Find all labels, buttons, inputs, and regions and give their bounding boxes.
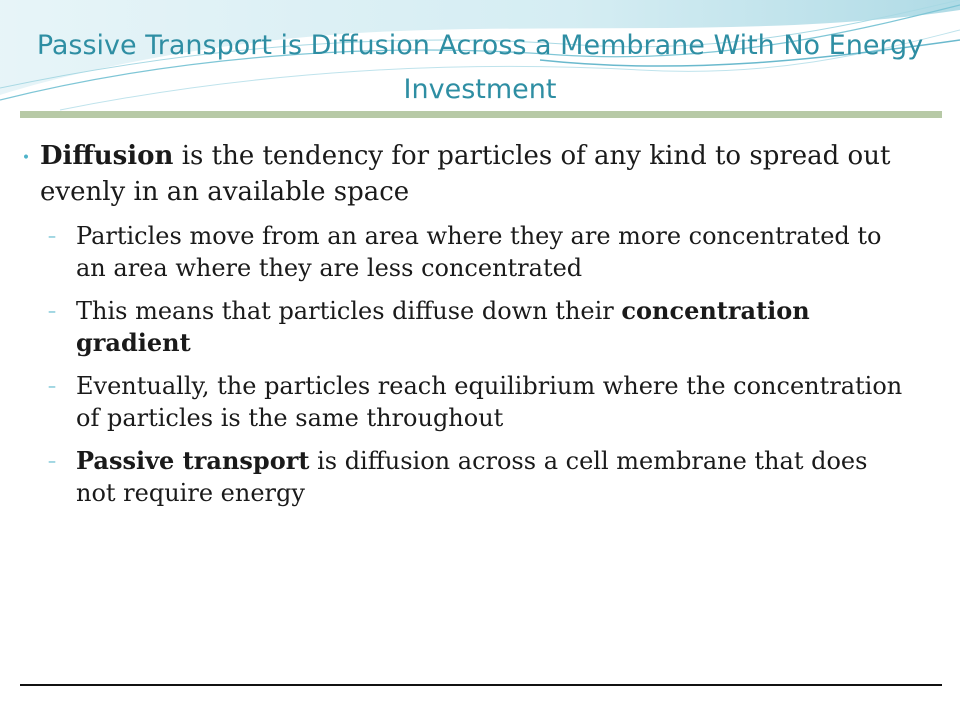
slide-body [12,138,912,520]
term-passive-transport: Passive transport [76,446,310,475]
term-diffusion: Diffusion [40,141,174,171]
subbullet-4 [40,445,912,509]
subbullet-text [76,370,912,434]
title-divider [20,111,942,118]
subbullet-text-part: Eventually, the particles reach equilibrium where the concentration of particles is the same throughout [76,372,903,432]
bullet-text [40,138,912,210]
definition-text: is the tendency for particles of any kind to spread out evenly in an available space [40,141,891,207]
subbullet-3 [40,370,912,434]
footer-divider [20,684,942,686]
subbullet-marker: – [48,451,56,470]
term-concentration-gradient: concentration gradient [76,296,810,357]
bullet-diffusion [12,138,912,210]
subbullet-text [76,445,912,509]
subbullet-2 [40,295,912,359]
subbullet-marker: – [48,301,56,320]
subbullet-marker: – [48,376,56,395]
bullet-marker: • [21,150,31,166]
subbullet-text-part: is diffusion across a cell membrane that does not require energy [76,447,868,507]
subbullet-text-part: Particles move from an area where they are more concentrated to an area where they are less concentrated [76,222,882,282]
subbullet-text [76,220,912,284]
subbullet-1 [40,220,912,284]
subbullet-text-part: This means that particles diffuse down their [76,297,622,325]
subbullet-marker: – [48,226,56,245]
subbullet-text [76,295,912,359]
slide-title: Passive Transport is Diffusion Across a Membrane With No Energy Investment [36,30,924,105]
